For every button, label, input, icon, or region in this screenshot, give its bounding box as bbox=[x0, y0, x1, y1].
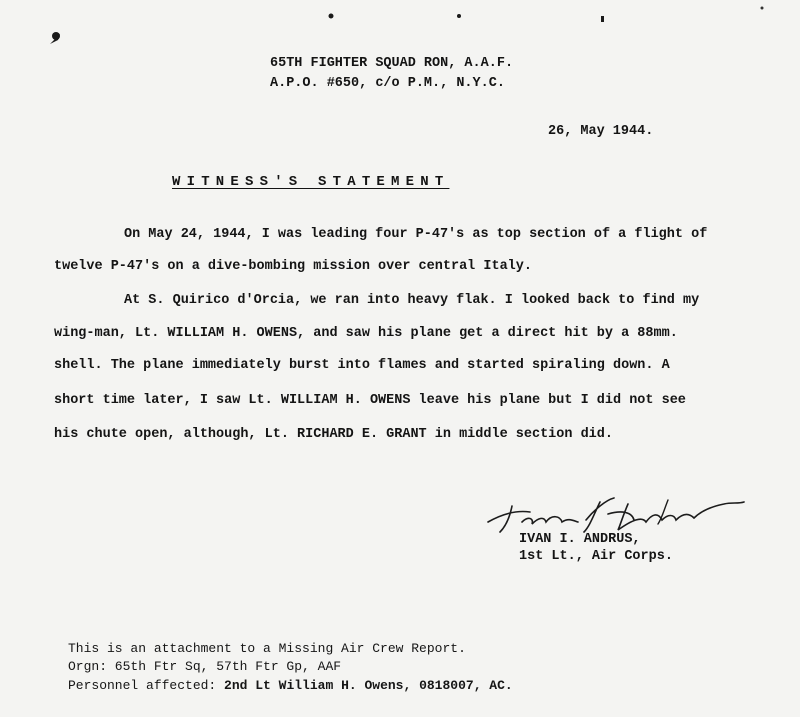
speck bbox=[329, 14, 334, 19]
unit-header: 65TH FIGHTER SQUAD RON, A.A.F. bbox=[270, 56, 514, 71]
signer-rank: 1st Lt., Air Corps. bbox=[519, 549, 673, 564]
body-line: At S. Quirico d'Orcia, we ran into heavy flak. I looked back to find my bbox=[124, 293, 700, 308]
body-line: wing-man, Lt. WILLIAM H. OWENS, and saw his plane get a direct hit by a 88mm. bbox=[54, 326, 678, 341]
unit-address: A.P.O. #650, c/o P.M., N.Y.C. bbox=[270, 76, 505, 91]
speck bbox=[601, 16, 604, 22]
handwritten-signature bbox=[482, 492, 750, 536]
speck bbox=[761, 7, 764, 10]
footer-note: This is an attachment to a Missing Air Crew Report. bbox=[68, 641, 466, 656]
body-line: twelve P-47's on a dive-bombing mission over central Italy. bbox=[54, 259, 532, 274]
body-line: his chute open, although, Lt. RICHARD E. GRANT in middle section did. bbox=[54, 427, 613, 442]
speck bbox=[457, 14, 461, 18]
footer-personnel-label: Personnel affected: bbox=[68, 678, 217, 693]
footer-personnel-value: 2nd Lt William H. Owens, 0818007, AC. bbox=[224, 678, 513, 693]
body-line: shell. The plane immediately burst into flames and started spiraling down. A bbox=[54, 358, 670, 373]
signer-name: IVAN I. ANDRUS, bbox=[519, 532, 641, 547]
statement-date: 26, May 1944. bbox=[548, 124, 654, 139]
body-line: short time later, I saw Lt. WILLIAM H. OWENS leave his plane but I did not see bbox=[54, 393, 686, 408]
footer-personnel bbox=[68, 678, 513, 693]
body-line: On May 24, 1944, I was leading four P-47's as top section of a flight of bbox=[124, 227, 708, 242]
statement-title: WITNESS'S STATEMENT bbox=[172, 174, 450, 190]
footer-organization: Orgn: 65th Ftr Sq, 57th Ftr Gp, AAF bbox=[68, 659, 342, 674]
